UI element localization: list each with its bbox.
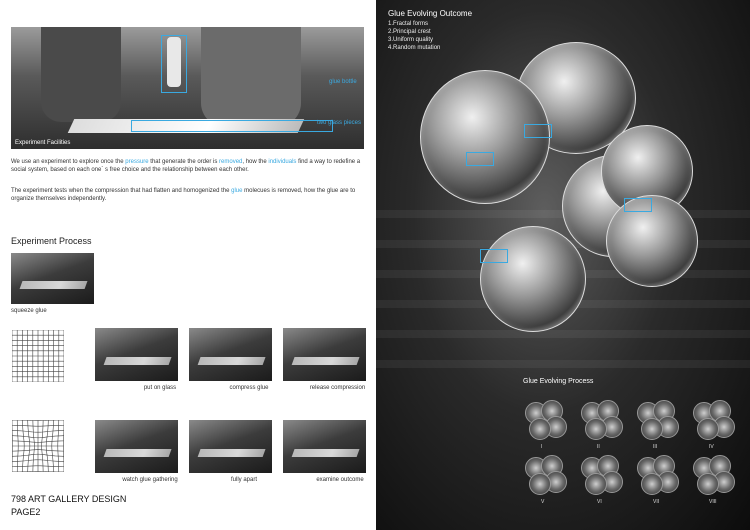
clover-lobe bbox=[529, 418, 551, 440]
stage-label: I bbox=[541, 444, 543, 450]
experiment-facilities-photo bbox=[11, 27, 364, 149]
annotation-glass: two glass pieces bbox=[317, 120, 362, 126]
outcome-list bbox=[388, 20, 440, 52]
regular-grid-diagram bbox=[12, 330, 64, 382]
highlight-word: glue bbox=[231, 188, 243, 194]
stage-clover bbox=[689, 400, 735, 438]
examine-outcome-photo bbox=[283, 420, 366, 473]
glue-bottle-highlight bbox=[161, 35, 187, 93]
stage-clover bbox=[633, 400, 679, 438]
stage-label: VI bbox=[597, 499, 602, 505]
clover-lobe bbox=[641, 473, 663, 495]
person-right bbox=[201, 27, 301, 127]
label-put-on-glass: put on glass bbox=[143, 385, 177, 391]
stage-label: II bbox=[597, 444, 600, 450]
stage-clover bbox=[577, 400, 623, 438]
paragraph-text: We use an experiment to explore once the bbox=[11, 159, 126, 165]
clover-lobe bbox=[585, 473, 607, 495]
outcome-panel bbox=[376, 0, 750, 530]
stage-label: V bbox=[541, 499, 545, 505]
clover-lobe bbox=[697, 473, 719, 495]
squeeze-glue-label: squeeze glue bbox=[11, 308, 47, 314]
clover-lobe bbox=[641, 418, 663, 440]
person-left bbox=[41, 27, 121, 122]
clover-lobe bbox=[529, 473, 551, 495]
glass-highlight bbox=[131, 120, 333, 132]
paragraph-text: find a way to redefine a social system, based on each one´ s free choice and the relationship between each other. bbox=[11, 159, 361, 173]
outcome-item: 4.Random mutation bbox=[388, 45, 441, 51]
outcome-item: 3.Uniform quality bbox=[388, 37, 434, 43]
stage-label: III bbox=[653, 444, 658, 450]
outcome-item: 2.Principal crest bbox=[388, 29, 431, 35]
glue-disc-6 bbox=[480, 226, 586, 332]
paragraph-text: that generate the order is bbox=[148, 159, 220, 165]
experiment-paragraph bbox=[11, 187, 361, 203]
process-title: Glue Evolving Process bbox=[523, 378, 594, 385]
stage-clover bbox=[521, 400, 567, 438]
label-watch-glue: watch glue gathering bbox=[122, 477, 178, 483]
label-examine-outcome: examine outcome bbox=[316, 477, 364, 483]
highlight-box bbox=[480, 249, 508, 263]
stage-label: IV bbox=[709, 444, 714, 450]
annotation-glue-bottle: glue bottle bbox=[329, 79, 357, 85]
compress-glue-photo bbox=[189, 328, 272, 381]
watch-glue-gathering-photo bbox=[95, 420, 178, 473]
footer-title: 798 ART GALLERY DESIGN bbox=[11, 494, 127, 504]
stage-label: VII bbox=[653, 499, 660, 505]
highlight-box bbox=[466, 152, 494, 166]
highlight-word: individuals bbox=[268, 159, 297, 165]
stage-clover bbox=[521, 455, 567, 493]
clover-lobe bbox=[697, 418, 719, 440]
highlight-word: removed bbox=[219, 159, 243, 165]
stage-clover bbox=[689, 455, 735, 493]
squeeze-glue-photo bbox=[11, 253, 94, 304]
glue-disc-5 bbox=[606, 195, 698, 287]
highlight-box bbox=[524, 124, 552, 138]
paragraph-text: molecues is removed, how the glue are to organize themselves independently. bbox=[11, 188, 356, 202]
outcome-item: 1.Fractal forms bbox=[388, 21, 429, 27]
label-compress-glue: compress glue bbox=[229, 385, 269, 391]
highlight-word: pressure bbox=[125, 159, 149, 165]
stage-clover bbox=[577, 455, 623, 493]
process-heading: Experiment Process bbox=[11, 236, 92, 246]
label-fully-apart: fully apart bbox=[230, 477, 257, 483]
highlight-box bbox=[624, 198, 652, 212]
footer-page: PAGE2 bbox=[11, 507, 41, 517]
outcome-title: Glue Evolving Outcome bbox=[388, 9, 473, 18]
stage-clover bbox=[633, 455, 679, 493]
deformed-grid-diagram bbox=[12, 420, 64, 472]
intro-paragraph bbox=[11, 158, 361, 174]
release-compression-photo bbox=[283, 328, 366, 381]
label-release-compression: release compression bbox=[309, 385, 366, 391]
clover-lobe bbox=[585, 418, 607, 440]
paragraph-text: , how the bbox=[242, 159, 269, 165]
stage-label: VIII bbox=[709, 499, 717, 505]
put-on-glass-photo bbox=[95, 328, 178, 381]
paragraph-text: The experiment tests when the compression that had flatten and homogenized the bbox=[11, 188, 232, 194]
fully-apart-photo bbox=[189, 420, 272, 473]
photo-caption: Experiment Facilities bbox=[15, 140, 71, 146]
